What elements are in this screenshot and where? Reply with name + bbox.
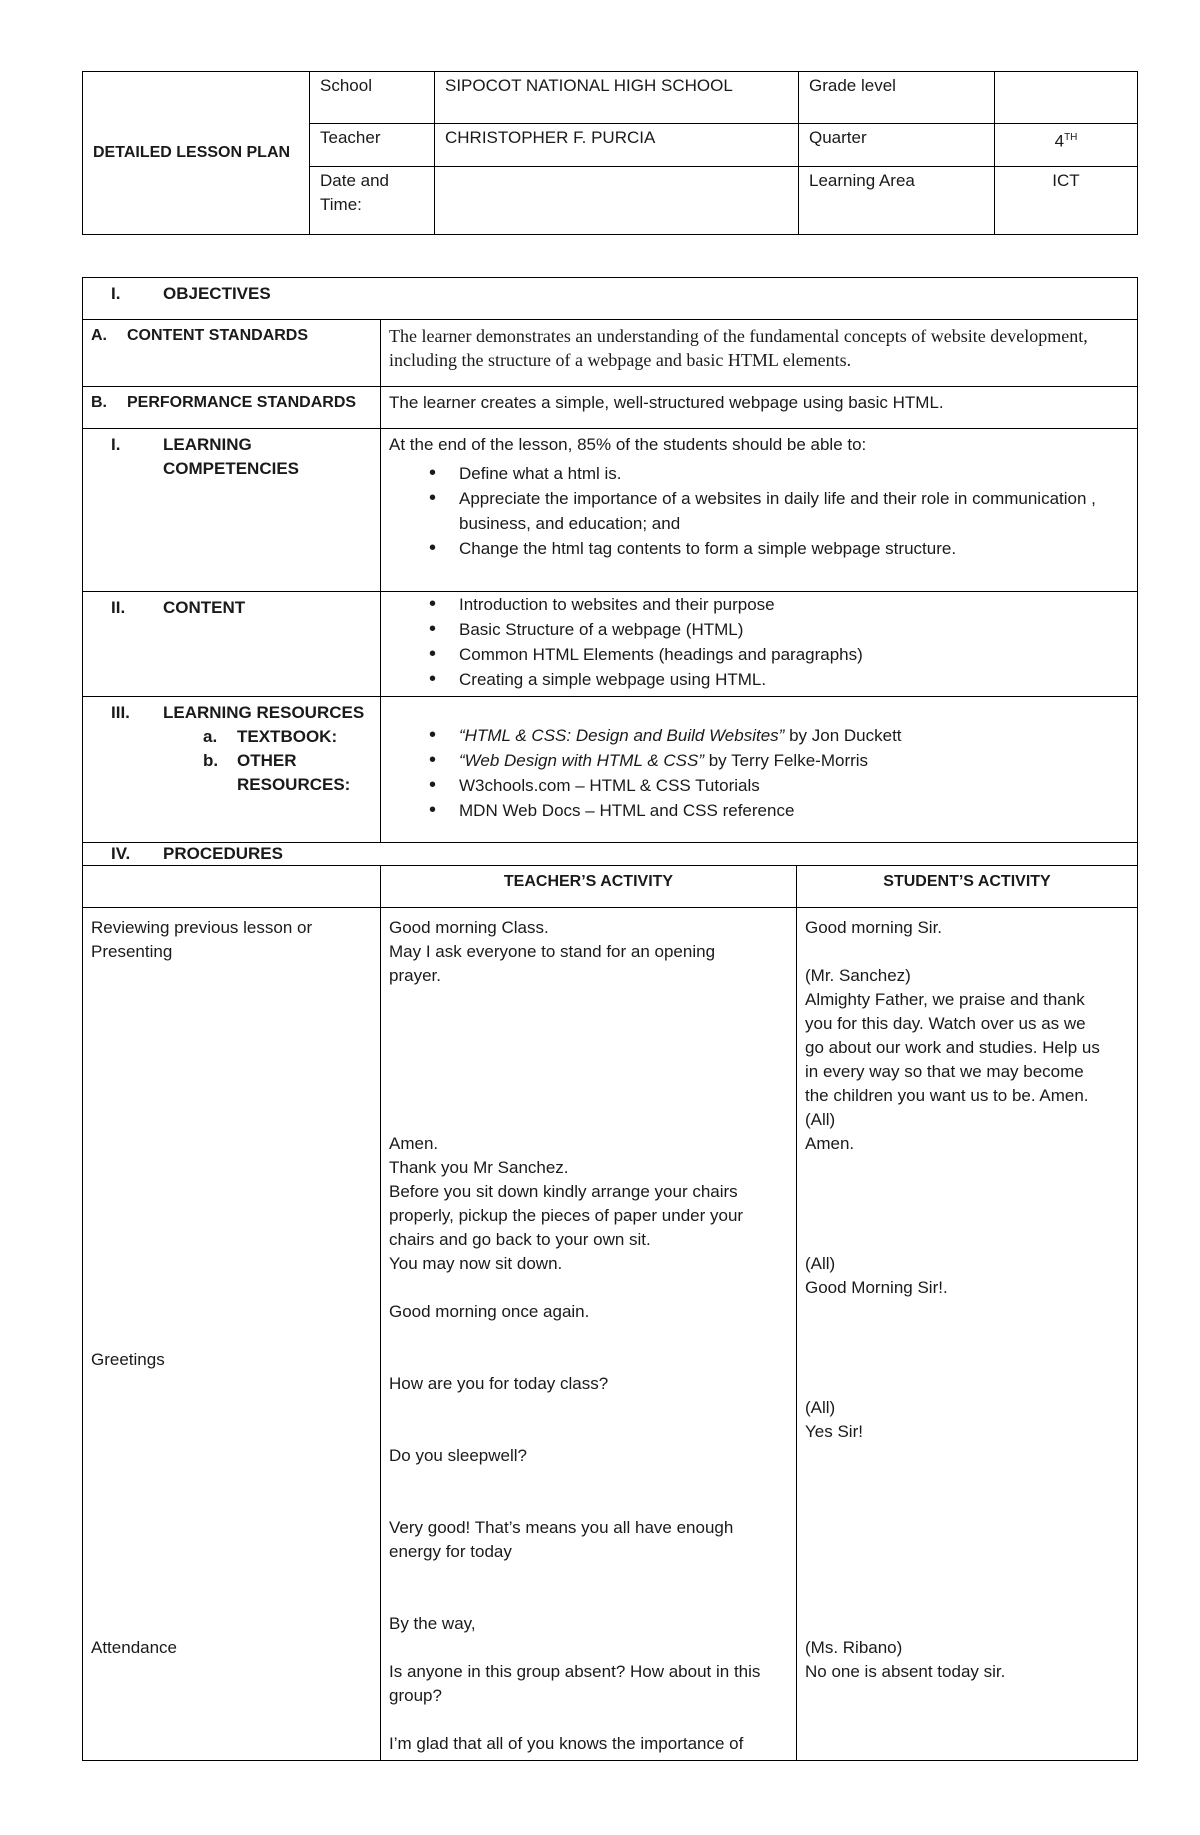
procedure-step-line [91, 1036, 372, 1060]
procedure-step-line [91, 1612, 372, 1636]
competencies-intro: At the end of the lesson, 85% of the students should be able to: [389, 435, 867, 454]
objectives-num: I. [111, 284, 121, 303]
student-line: (All) [805, 1254, 836, 1273]
teacher-line: Is anyone in this group absent? How about in this [389, 1662, 761, 1681]
procedure-step-line [91, 1012, 372, 1036]
content-item: • Introduction to websites and their purpose [459, 592, 1129, 617]
textbook-line [203, 725, 372, 749]
competency-item: • Change the html tag contents to form a simple webpage structure. [459, 536, 1129, 561]
other-resources-mark: b. [203, 751, 219, 770]
teacher-line: Good morning Class. [389, 918, 549, 937]
performance-standards-label: PERFORMANCE STANDARDS [127, 394, 357, 411]
resources-list [389, 723, 1129, 823]
student-line: Almighty Father, we praise and thank [805, 990, 1085, 1009]
content-item: • Basic Structure of a webpage (HTML) [459, 617, 1129, 642]
student-line [805, 940, 1129, 964]
procedure-step-line: Reviewing previous lesson or [91, 918, 313, 937]
performance-standards-text: The learner creates a simple, well-structured webpage using basic HTML. [381, 387, 1138, 429]
procedure-step-line [91, 1324, 372, 1348]
resource-title: “HTML & CSS: Design and Build Websites” [459, 726, 785, 745]
other-resources-line [203, 749, 372, 797]
procedure-step-line [91, 1420, 372, 1444]
plan-title: DETAILED LESSON PLAN [83, 72, 310, 235]
content-item: • Common HTML Elements (headings and paragraphs) [459, 642, 1129, 667]
procedures-blank-head [83, 866, 381, 908]
procedure-step-line [91, 1660, 372, 1684]
resources-sublist [111, 725, 372, 797]
teacher-line [389, 1012, 788, 1036]
competencies-num: I. [111, 435, 121, 454]
performance-standards-cell [83, 387, 381, 429]
student-line [805, 1588, 1129, 1612]
teacher-line [389, 1564, 788, 1588]
teacher-line [389, 1492, 788, 1516]
procedure-step-line [91, 1492, 372, 1516]
student-line: No one is absent today sir. [805, 1662, 1006, 1681]
student-line [805, 1684, 1129, 1708]
content-items-cell [381, 592, 1138, 697]
objectives-label: OBJECTIVES [163, 284, 271, 303]
procedure-step-line [91, 1396, 372, 1420]
teacher-line [389, 1468, 788, 1492]
content-standards-num: A. [91, 327, 107, 344]
student-activity-head: STUDENT’S ACTIVITY [797, 866, 1138, 908]
student-line: (All) [805, 1110, 836, 1129]
student-line: Amen. [805, 1134, 855, 1153]
procedures-num: IV. [111, 844, 131, 863]
teacher-line [389, 1276, 788, 1300]
procedure-step-line [91, 1708, 372, 1732]
competencies-cell [83, 429, 381, 592]
teacher-line: chairs and go back to your own sit. [389, 1230, 651, 1249]
teacher-line: You may now sit down. [389, 1254, 563, 1273]
student-line: (Mr. Sanchez) [805, 966, 911, 985]
teacher-line: By the way, [389, 1614, 476, 1633]
procedure-step-line [91, 988, 372, 1012]
quarter-suffix: TH [1064, 132, 1078, 143]
quarter-number: 4 [1054, 131, 1065, 151]
procedure-step-line [91, 1156, 372, 1180]
teacher-line: I’m glad that all of you knows the importance of [389, 1734, 744, 1753]
resources-num: III. [111, 703, 130, 722]
teacher-line: Amen. [389, 1134, 439, 1153]
student-line: in every way so that we may become [805, 1062, 1084, 1081]
student-line [805, 1492, 1129, 1516]
student-activity-column [797, 908, 1138, 1761]
header-table [82, 71, 1138, 235]
procedure-step-line [91, 1084, 372, 1108]
student-line: (All) [805, 1398, 836, 1417]
student-line [805, 1156, 1129, 1180]
procedure-step-line: Attendance [91, 1638, 178, 1657]
content-item: • Creating a simple webpage using HTML. [459, 667, 1129, 692]
content-cell [83, 592, 381, 697]
resource-author: by Jon Duckett [784, 726, 902, 745]
resource-author: MDN Web Docs – HTML and CSS reference [459, 801, 795, 820]
teacher-line: prayer. [389, 966, 441, 985]
resources-label: LEARNING RESOURCES [163, 703, 365, 722]
competencies-content [381, 429, 1138, 592]
quarter-value [995, 124, 1138, 167]
teacher-activity-head: TEACHER’S ACTIVITY [381, 866, 797, 908]
procedure-step-line [91, 1684, 372, 1708]
teacher-line [389, 1348, 788, 1372]
content-label: CONTENT [163, 598, 246, 617]
procedure-step-line [91, 1060, 372, 1084]
performance-standards-num: B. [91, 394, 107, 411]
teacher-value: CHRISTOPHER F. PURCIA [435, 124, 799, 167]
student-line [805, 1372, 1129, 1396]
learning-area-value: ICT [995, 167, 1138, 235]
grade-level-value [995, 72, 1138, 124]
teacher-line [389, 1084, 788, 1108]
student-line [805, 1180, 1129, 1204]
student-line [805, 1204, 1129, 1228]
procedure-step-line [91, 1204, 372, 1228]
school-value: SIPOCOT NATIONAL HIGH SCHOOL [435, 72, 799, 124]
competencies-list [389, 461, 1129, 561]
procedure-step-line [91, 1444, 372, 1468]
procedure-step-line [91, 1228, 372, 1252]
teacher-activity-column [381, 908, 797, 1761]
teacher-line: group? [389, 1686, 442, 1705]
student-line: Good Morning Sir!. [805, 1278, 948, 1297]
student-line: go about our work and studies. Help us [805, 1038, 1100, 1057]
procedure-step-line [91, 1108, 372, 1132]
student-line [805, 1732, 1129, 1756]
procedure-step-line [91, 1132, 372, 1156]
teacher-line: Very good! That’s means you all have enough [389, 1518, 734, 1537]
date-time-label: Date and Time: [310, 167, 435, 235]
resource-item [459, 748, 1129, 773]
student-line [805, 1444, 1129, 1468]
student-line: (Ms. Ribano) [805, 1638, 903, 1657]
student-line [805, 1300, 1129, 1324]
procedures-label: PROCEDURES [163, 844, 283, 863]
teacher-label: Teacher [310, 124, 435, 167]
student-line: the children you want us to be. Amen. [805, 1086, 1089, 1105]
procedure-step-line [91, 1276, 372, 1300]
student-line [805, 1516, 1129, 1540]
procedure-step-line [91, 1516, 372, 1540]
textbook-label: TEXTBOOK: [237, 727, 338, 746]
teacher-line [389, 1636, 788, 1660]
procedure-step-line: Presenting [91, 942, 173, 961]
resources-cell [83, 697, 381, 843]
teacher-line: May I ask everyone to stand for an opening [389, 942, 716, 961]
teacher-line [389, 1060, 788, 1084]
competency-item: • Appreciate the importance of a websites in daily life and their role in communication , business, and education; and [459, 486, 1129, 536]
objectives-heading [83, 278, 1138, 320]
teacher-line: properly, pickup the pieces of paper under your [389, 1206, 744, 1225]
grade-level-label: Grade level [799, 72, 995, 124]
procedure-step-line [91, 1300, 372, 1324]
procedure-steps-column [83, 908, 381, 1761]
student-line: Good morning Sir. [805, 918, 943, 937]
student-line [805, 1564, 1129, 1588]
textbook-mark: a. [203, 727, 218, 746]
student-line: Yes Sir! [805, 1422, 863, 1441]
school-label: School [310, 72, 435, 124]
resource-title: “Web Design with HTML & CSS” [459, 751, 704, 770]
teacher-line [389, 988, 788, 1012]
procedure-step-line [91, 1564, 372, 1588]
teacher-line: Thank you Mr Sanchez. [389, 1158, 569, 1177]
main-table [82, 277, 1138, 1761]
student-line [805, 1324, 1129, 1348]
student-line [805, 1540, 1129, 1564]
teacher-line [389, 1108, 788, 1132]
resource-author: W3chools.com – HTML & CSS Tutorials [459, 776, 760, 795]
student-line: you for this day. Watch over us as we [805, 1014, 1086, 1033]
teacher-line: Do you sleepwell? [389, 1446, 527, 1465]
date-time-value [435, 167, 799, 235]
procedure-step-line [91, 1180, 372, 1204]
content-standards-cell [83, 320, 381, 387]
content-standards-text: The learner demonstrates an understanding of the fundamental concepts of website development, including the structure of a webpage and basic HTML elements. [381, 320, 1138, 387]
other-resources-label: OTHER RESOURCES: [237, 751, 351, 794]
procedure-step-line: Greetings [91, 1350, 165, 1369]
teacher-line [389, 1708, 788, 1732]
resource-item [459, 798, 1129, 823]
student-line [805, 1228, 1129, 1252]
resource-author: by Terry Felke-Morris [704, 751, 869, 770]
student-line [805, 1708, 1129, 1732]
competency-item: • Define what a html is. [459, 461, 1129, 486]
procedure-step-line [91, 1372, 372, 1396]
content-num: II. [111, 598, 126, 617]
procedure-step-line [91, 1468, 372, 1492]
content-standards-label: CONTENT STANDARDS [127, 327, 309, 344]
teacher-line [389, 1324, 788, 1348]
resources-items-cell [381, 697, 1138, 843]
procedure-step-line [91, 1588, 372, 1612]
teacher-line: energy for today [389, 1542, 512, 1561]
resource-item [459, 773, 1129, 798]
procedure-step-line [91, 964, 372, 988]
procedures-heading [83, 843, 1138, 866]
procedure-step-line [91, 1540, 372, 1564]
teacher-line [389, 1396, 788, 1420]
teacher-line [389, 1420, 788, 1444]
teacher-line: Before you sit down kindly arrange your chairs [389, 1182, 738, 1201]
resource-item [459, 723, 1129, 748]
teacher-line: Good morning once again. [389, 1302, 590, 1321]
student-line [805, 1468, 1129, 1492]
learning-area-label: Learning Area [799, 167, 995, 235]
teacher-line [389, 1588, 788, 1612]
teacher-line: How are you for today class? [389, 1374, 609, 1393]
student-line [805, 1348, 1129, 1372]
procedure-step-line [91, 1252, 372, 1276]
teacher-line [389, 1036, 788, 1060]
competencies-label: LEARNING COMPETENCIES [163, 435, 300, 478]
content-list [389, 592, 1129, 692]
quarter-label: Quarter [799, 124, 995, 167]
student-line [805, 1612, 1129, 1636]
